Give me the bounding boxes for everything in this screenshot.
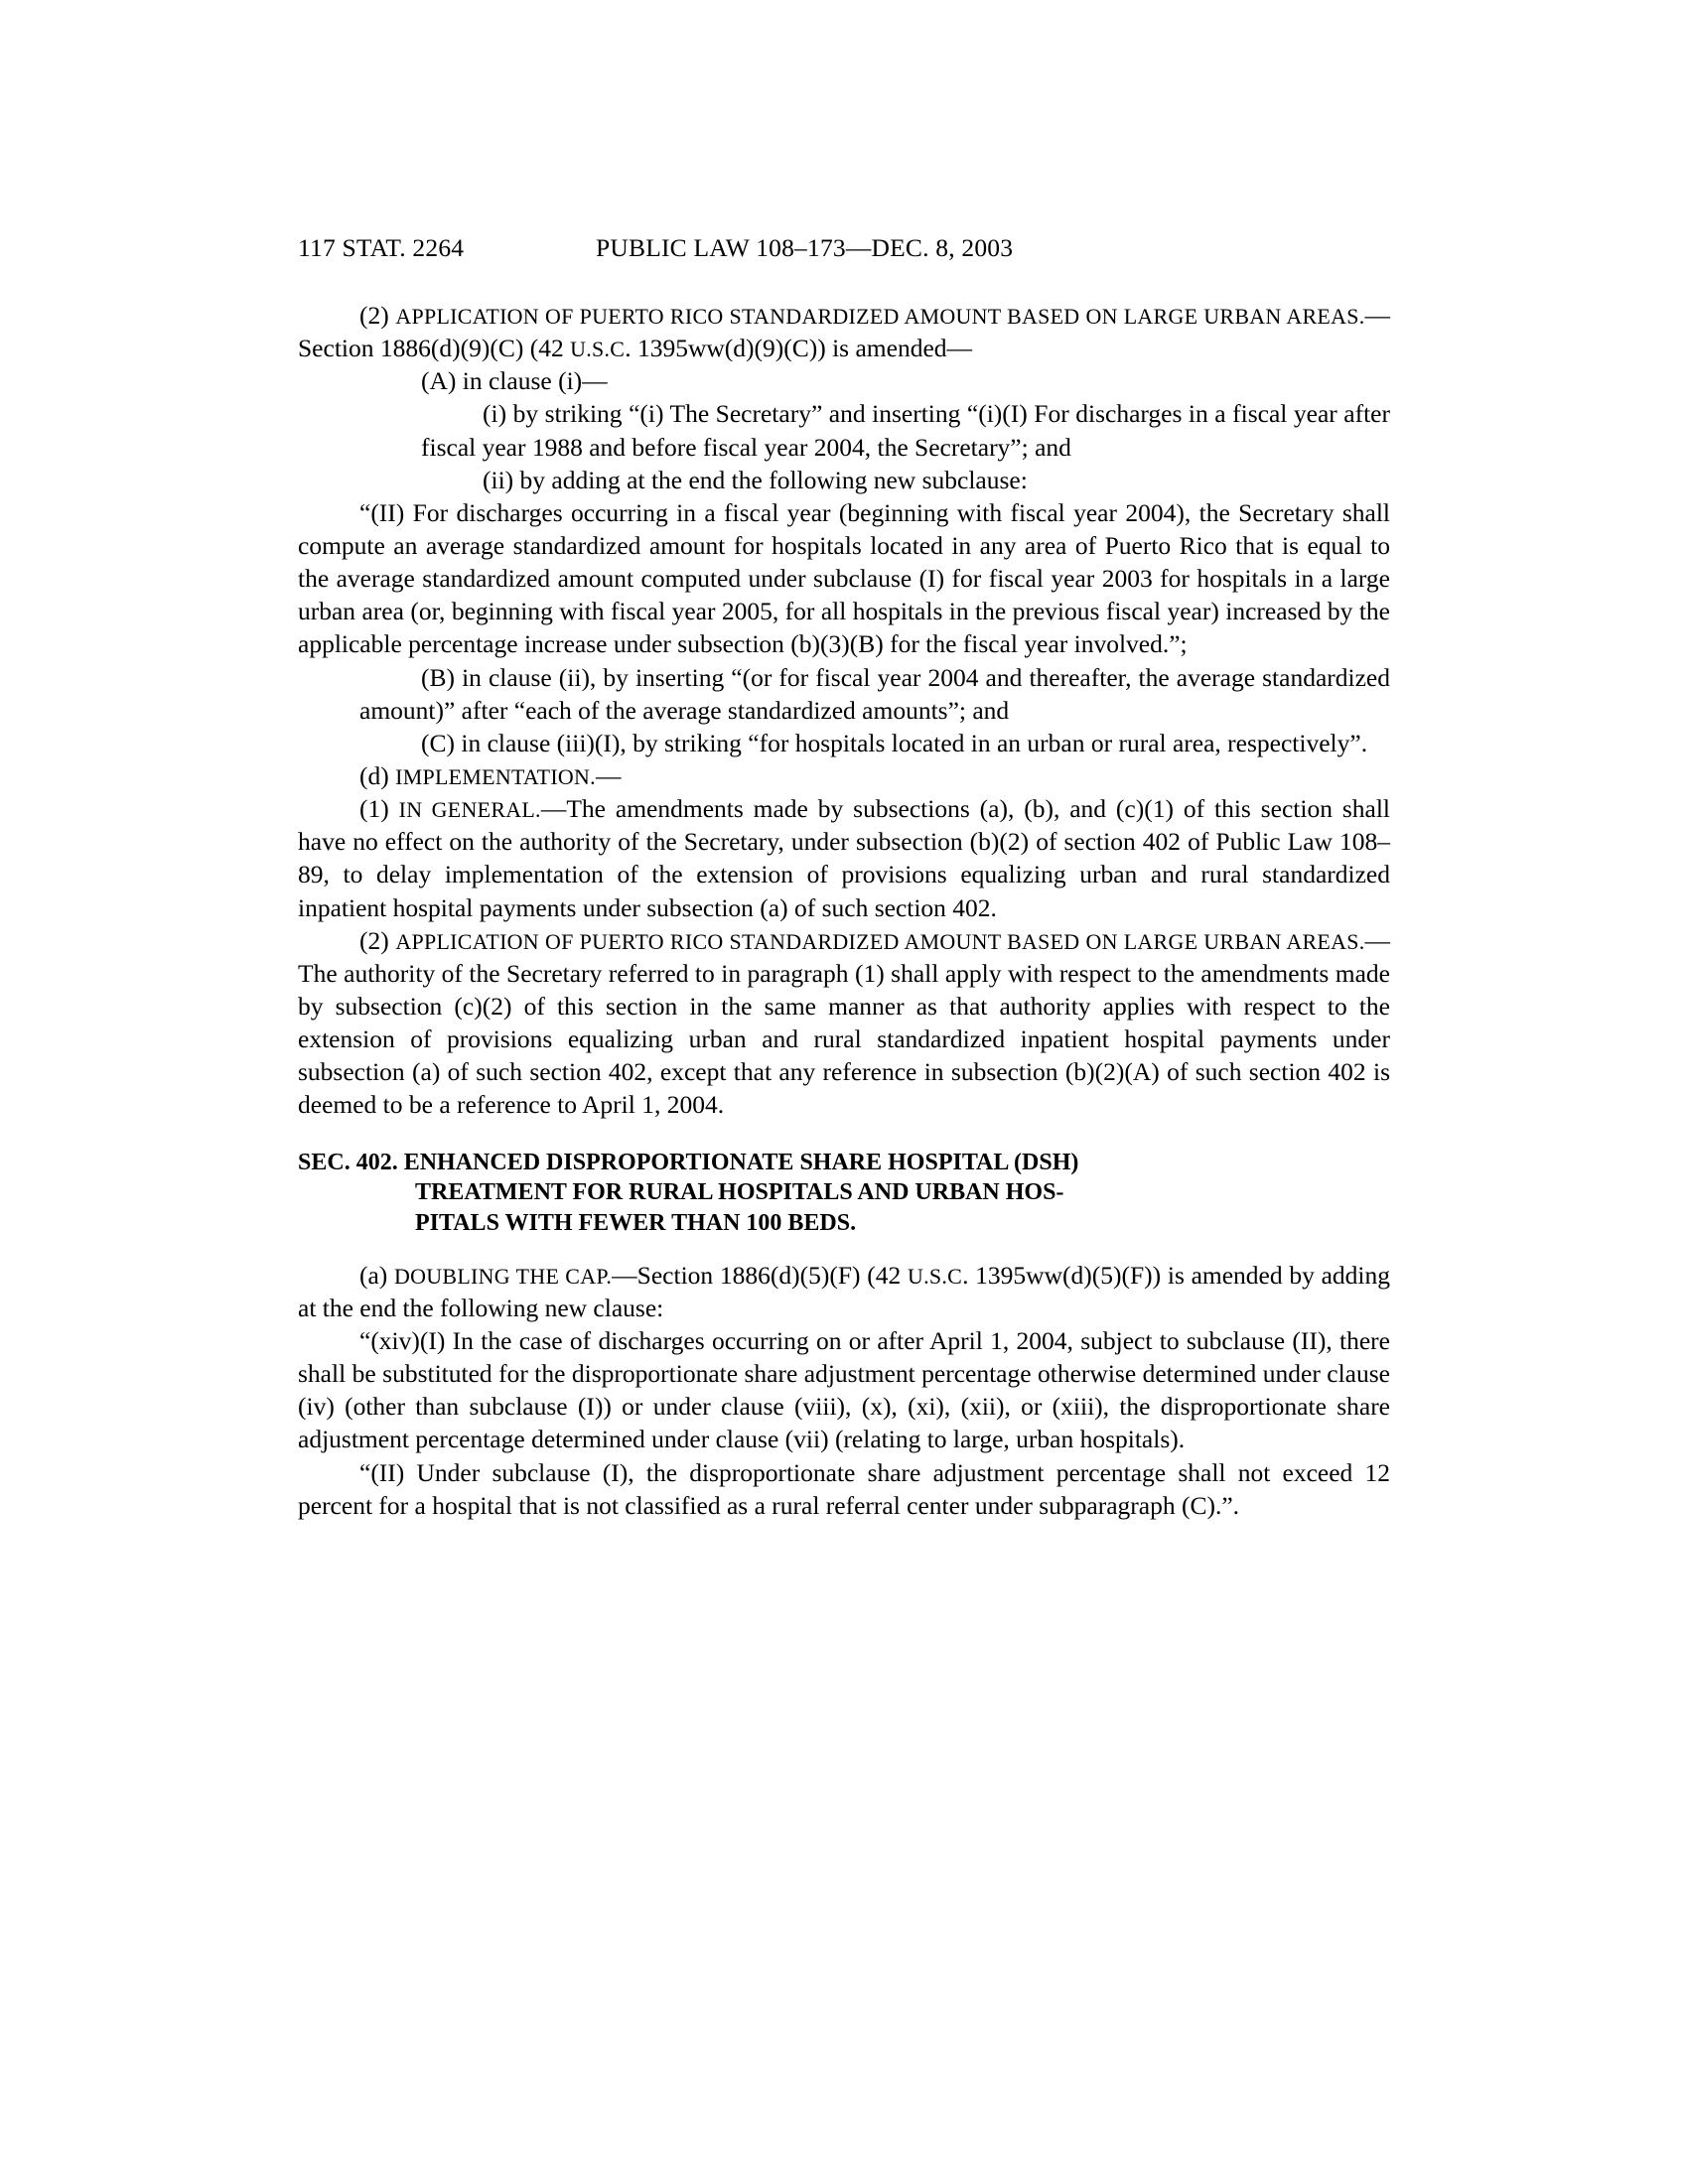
- subparagraph-a: (A) in clause (i)—: [421, 366, 608, 396]
- stat-number: 117 STAT. 2264: [298, 233, 465, 262]
- clause-ii-adding: (ii) by adding at the end the following new subclause:: [483, 465, 1028, 494]
- section-402-heading: [298, 1148, 1390, 1239]
- subsection-a-doubling-cap: (a) DOUBLING THE CAP.—Section 1886(d)(5)(F) (42 U.S.C. 1395ww(d)(5)(F)) is amended by adding at the end the following new clause:: [298, 1260, 1390, 1322]
- clause-i-striking: (i) by striking “(i) The Secretary” and inserting “(i)(I) For discharges in a fiscal year after fiscal year 1988 and before fiscal year 2004, the Secretary”; and: [421, 399, 1390, 462]
- section-heading-line-2: TREATMENT FOR RURAL HOSPITALS AND URBAN HOS-: [415, 1179, 1064, 1206]
- page-content: [298, 233, 1390, 1522]
- section-heading-line-3: PITALS WITH FEWER THAN 100 BEDS.: [415, 1209, 857, 1236]
- section-heading-line-1: SEC. 402. ENHANCED DISPROPORTIONATE SHARE HOSPITAL (DSH): [298, 1149, 1079, 1175]
- subsection-d-implementation: (d) IMPLEMENTATION.—: [359, 760, 622, 790]
- public-law-line: PUBLIC LAW 108–173—DEC. 8, 2003: [596, 233, 1014, 262]
- document-body: [298, 299, 1390, 1522]
- paragraph-1-in-general: (1) IN GENERAL.—The amendments made by subsections (a), (b), and (c)(1) of this section shall have no effect on the authority of the Secretary, under subsection (b)(2) of section 402 of Public Law 108–89, to delay implementation of the extension of provisions equalizing urban and rural standardized inpatient hospital payments under subsection (a) of such section 402.: [298, 794, 1391, 922]
- subparagraph-c: (C) in clause (iii)(I), by striking “for hospitals located in an urban or rural area, respectively”.: [421, 728, 1368, 757]
- subparagraph-b: (B) in clause (ii), by inserting “(or for fiscal year 2004 and thereafter, the average standardized amount)” after “each of the average standardized amounts”; and: [359, 662, 1390, 725]
- running-header: [298, 233, 1390, 263]
- subclause-ii-quote: “(II) For discharges occurring in a fiscal year (beginning with fiscal year 2004), the Secretary shall compute an average standardized amount for hospitals located in any area of Puerto Rico that is equal to the average standardized amount computed under subclause (I) for fiscal year 2003 for hospitals in a large urban area (or, beginning with fiscal year 2005, for all hospitals in the previous fiscal year) increased by the applicable percentage increase under subsection (b)(3)(B) for the fiscal year involved.”;: [298, 497, 1390, 659]
- paragraph-2-puerto-rico: (2) APPLICATION OF PUERTO RICO STANDARDIZED AMOUNT BASED ON LARGE URBAN AREAS.—Section 1886(d)(9)(C) (42 U.S.C. 1395ww(d)(9)(C)) is amended—: [298, 301, 1390, 363]
- clause-xiv-i: “(xiv)(I) In the case of discharges occurring on or after April 1, 2004, subject to subclause (II), there shall be substituted for the disproportionate share adjustment percentage otherwise determined under clause (iv) (other than subclause (I)) or under clause (viii), (x), (xi), (xii), or (xiii), the disproportionate share adjustment percentage determined under clause (vii) (relating to large, urban hospitals).: [298, 1325, 1390, 1454]
- paragraph-2-application-authority: (2) APPLICATION OF PUERTO RICO STANDARDIZED AMOUNT BASED ON LARGE URBAN AREAS.—The authority of the Secretary referred to in paragraph (1) shall apply with respect to the amendments made by subsection (c)(2) of this section in the same manner as that authority applies with respect to the extension of provisions equalizing urban and rural standardized inpatient hospital payments under subsection (a) of such section 402, except that any reference in subsection (b)(2)(A) of such section 402 is deemed to be a reference to April 1, 2004.: [298, 925, 1390, 1120]
- clause-xiv-ii: “(II) Under subclause (I), the disproportionate share adjustment percentage shall not exceed 12 percent for a hospital that is not classified as a rural referral center under subparagraph (C).”.: [298, 1457, 1390, 1520]
